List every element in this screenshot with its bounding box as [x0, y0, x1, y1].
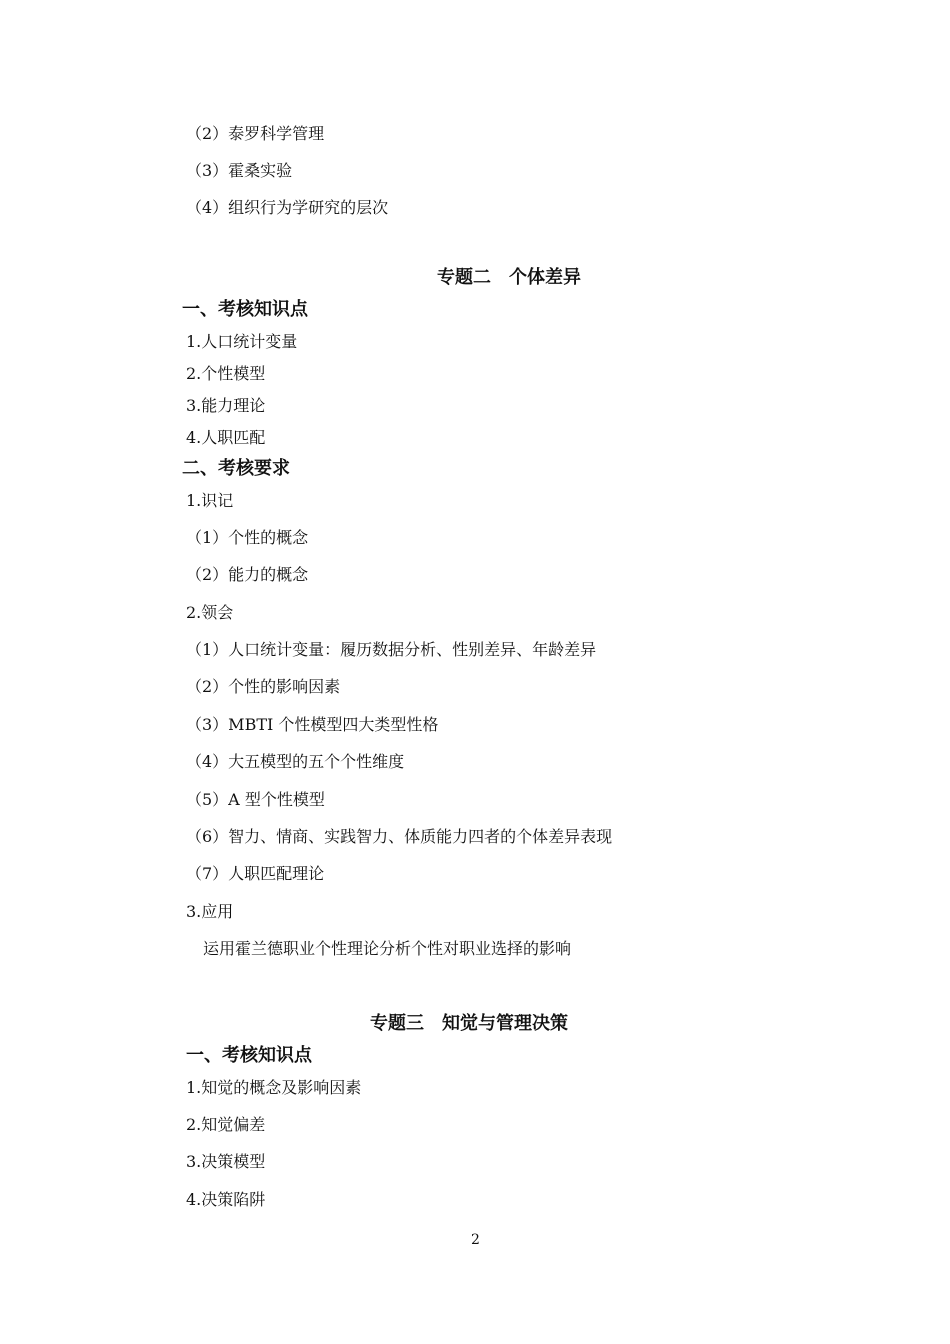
list-item: （2）泰罗科学管理 — [186, 124, 325, 143]
topic2-section1-heading: 一、考核知识点 — [182, 299, 308, 320]
apply-text: 运用霍兰德职业个性理论分析个性对职业选择的影响 — [203, 939, 572, 958]
topic2-title: 专题二 个体差异 — [437, 267, 581, 288]
apply-label: 3.应用 — [186, 902, 234, 921]
list-item: （3）霍桑实验 — [186, 161, 293, 180]
list-item: 2.知觉偏差 — [186, 1115, 266, 1134]
list-item: 3.决策模型 — [186, 1152, 266, 1171]
list-item: 1.知觉的概念及影响因素 — [186, 1078, 362, 1097]
list-item: （7）人职匹配理论 — [186, 864, 325, 883]
recall-label: 1.识记 — [186, 491, 234, 510]
page-number: 2 — [471, 1232, 480, 1248]
list-item: 4.人职匹配 — [186, 428, 266, 447]
list-item: （4）组织行为学研究的层次 — [186, 198, 389, 217]
list-item: 1.人口统计变量 — [186, 332, 298, 351]
list-item: 2.个性模型 — [186, 364, 266, 383]
list-item: （2）个性的影响因素 — [186, 677, 341, 696]
understand-label: 2.领会 — [186, 603, 234, 622]
topic2-section2-heading: 二、考核要求 — [182, 458, 290, 479]
list-item: （1）人口统计变量：履历数据分析、性别差异、年龄差异 — [186, 640, 597, 659]
topic3-section1-heading: 一、考核知识点 — [186, 1045, 312, 1066]
list-item: （6）智力、情商、实践智力、体质能力四者的个体差异表现 — [186, 827, 613, 846]
list-item: （1）个性的概念 — [186, 528, 309, 547]
list-item: （5）A 型个性模型 — [186, 790, 325, 809]
list-item: （4）大五模型的五个个性维度 — [186, 752, 405, 771]
list-item: 3.能力理论 — [186, 396, 266, 415]
list-item: 4.决策陷阱 — [186, 1190, 266, 1209]
topic3-title: 专题三 知觉与管理决策 — [370, 1013, 568, 1034]
list-item: （2）能力的概念 — [186, 565, 309, 584]
list-item: （3）MBTI 个性模型四大类型性格 — [186, 715, 439, 734]
